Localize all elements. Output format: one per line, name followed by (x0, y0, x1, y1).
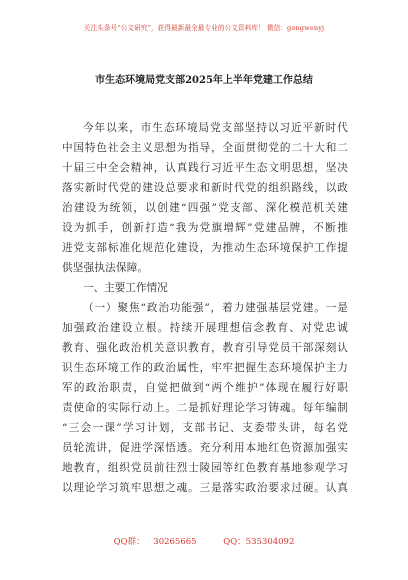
document-title: 市生态环境局党支部2025年上半年党建工作总结 (95, 75, 313, 86)
paragraph-line: 责使命的实际行动上。二是抓好理论学习铸魂。每年编制 (62, 402, 348, 414)
qq-group-number: QQ群： 30265665 (113, 537, 197, 547)
paragraph-line: 今年以来，市生态环境局党支部坚持以习近平新时代 (83, 122, 348, 134)
paragraph-line: 以理论学习筑牢思想之魂。三是落实政治要求过硬。认真 (62, 482, 348, 494)
paragraph-line: 十届三中全会精神，认真践行习近平生态文明思想，坚决 (62, 162, 348, 174)
qq-number: QQ：535304092 (223, 537, 295, 547)
header-note: 关注头条号“公文研究”，获得最新最全最专业的公文资料库！ 微信：gongwenyj (83, 24, 325, 32)
paragraph-line: “三会一课”学习计划，支部书记、支委带头讲，每名党 (62, 422, 348, 434)
paragraph-line: 识生态环境工作的政治属性，牢牢把握生态环境保护主力 (62, 362, 348, 374)
paragraph-line: 供坚强执法保障。 (62, 262, 149, 274)
paragraph-line: 员轮流讲，促进学深悟透。充分利用本地红色资源加强实 (62, 442, 348, 454)
paragraph-line: 中国特色社会主义思想为指导，全面贯彻党的二十大和二 (62, 142, 348, 154)
paragraph-line: （一）聚焦“政治功能强”，着力建强基层党建。一是 (83, 302, 348, 314)
section-heading: 一、主要工作情况 (83, 282, 168, 294)
paragraph-line: 教育、强化政治机关意识教育，教育引导党员干部深刻认 (62, 342, 348, 354)
footer-contact (0, 535, 408, 547)
paragraph-line: 军的政治职责，自觉把做到“两个维护”体现在履行好职 (62, 382, 348, 394)
paragraph-line: 进党支部标准化规范化建设，为推动生态环境保护工作提 (62, 242, 348, 254)
paragraph-line: 加强政治建设立根。持续开展理想信念教育、对党忠诚 (62, 322, 348, 334)
paragraph-line: 设为抓手，创新打造“我为党旗增辉”党建品牌，不断推 (62, 222, 348, 234)
paragraph-line: 落实新时代党的建设总要求和新时代党的组织路线，以政 (62, 182, 348, 194)
paragraph-line: 地教育，组织党员前往烈士陵园等红色教育基地参观学习 (62, 462, 348, 474)
document-body (62, 118, 348, 498)
paragraph-line: 治建设为统领，以创建“四强”党支部、深化模范机关建 (62, 202, 348, 214)
